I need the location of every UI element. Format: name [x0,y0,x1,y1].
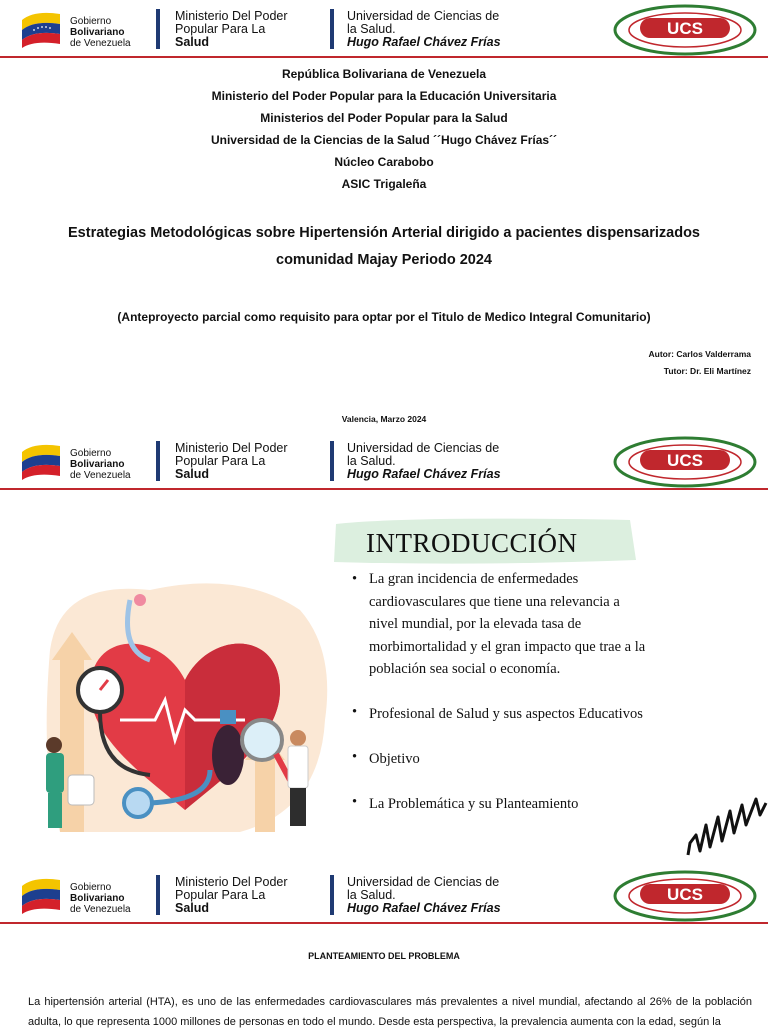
cover-line: Universidad de la Ciencias de la Salud ´´Hugo Chávez Frías´´ [210,133,558,147]
universidad-text: Universidad de Ciencias de la Salud. Hugo Rafael Chávez Frías [347,875,501,915]
tutor-line: Tutor: Dr. Eli Martínez [663,366,751,376]
heart-stethoscope-illustration [40,570,330,836]
place-date: Valencia, Marzo 2024 [341,414,427,424]
ucs-seal-icon [612,4,758,56]
page-header-3 [0,866,768,924]
bullet-4-text: La Problemática y su Planteamiento [369,796,579,812]
bullet-3-text: Objetivo [369,751,420,767]
svg-text:UCS: UCS [667,885,703,904]
ministerio-text: Ministerio Del Poder Popular Para La Salud [175,441,288,481]
ministerio-text: Ministerio Del Poder Popular Para La Salud [175,875,288,915]
cover-line: Ministerios del Poder Popular para la Salud [260,111,508,125]
thesis-title-line1: Estrategias Metodológicas sobre Hipertensión Arterial dirigido a pacientes dispensarizados [68,225,700,241]
venezuela-flag-icon [20,874,62,914]
cover-line: ASIC Trigaleña [341,177,427,191]
divider [330,875,334,915]
bullet-4-marker: • [352,794,358,810]
ministerio-text: Ministerio Del Poder Popular Para La Salud [175,9,288,49]
page-header-1 [0,0,768,58]
bullet-1-marker: • [352,571,358,587]
cover-line: Ministerio del Poder Popular para la Educación Universitaria [211,89,557,103]
gobierno-logo-text: Gobierno Bolivariano de Venezuela [70,448,131,481]
header-rule [0,56,768,58]
header-rule [0,922,768,924]
problem-title: PLANTEAMIENTO DEL PROBLEMA [308,951,460,961]
svg-text:UCS: UCS [667,451,703,470]
divider [156,875,160,915]
divider [330,441,334,481]
problem-paragraph: La hipertensión arterial (HTA), es uno de las enfermedades cardiovasculares más prevalentes a nivel mundial, afectando al 26% de la población adulta, lo que representa 1000 millones de personas en todo el mundo. Desde esta perspectiva, la prevalencia aumenta con la edad, según la [28,996,752,1028]
universidad-text: Universidad de Ciencias de la Salud. Hugo Rafael Chávez Frías [347,9,501,49]
divider [156,9,160,49]
universidad-text: Universidad de Ciencias de la Salud. Hugo Rafael Chávez Frías [347,441,501,481]
header-rule [0,488,768,490]
thesis-title-line2: comunidad Majay Periodo 2024 [276,252,492,268]
bullet-1-text: La gran incidencia de enfermedades cardiovasculares que tiene una relevancia a nivel mundial, por la elevada tasa de morbimortalidad y el gran impacto que trae a la población sea social o economía. [369,571,646,678]
bullet-2-marker: • [352,704,358,720]
gobierno-logo-text: Gobierno Bolivariano de Venezuela [70,16,131,49]
page-header-2 [0,432,768,490]
bullet-2-text: Profesional de Salud y sus aspectos Educativos [369,706,643,722]
cover-line: Núcleo Carabobo [334,155,434,169]
thesis-subtitle: (Anteproyecto parcial como requisito para optar por el Titulo de Medico Integral Comunitario) [117,310,651,324]
bullet-3-marker: • [352,749,358,765]
gobierno-logo-text: Gobierno Bolivariano de Venezuela [70,882,131,915]
cover-line: República Bolivariana de Venezuela [281,67,487,81]
ucs-seal-icon [612,870,758,922]
decorative-scribble-icon [680,795,768,860]
ucs-seal-icon [612,436,758,488]
intro-title: INTRODUCCIÓN [366,528,578,558]
divider [156,441,160,481]
venezuela-flag-icon [20,8,62,48]
divider [330,9,334,49]
author-line: Autor: Carlos Valderrama [648,349,751,359]
svg-text:UCS: UCS [667,19,703,38]
venezuela-flag-icon [20,440,62,480]
